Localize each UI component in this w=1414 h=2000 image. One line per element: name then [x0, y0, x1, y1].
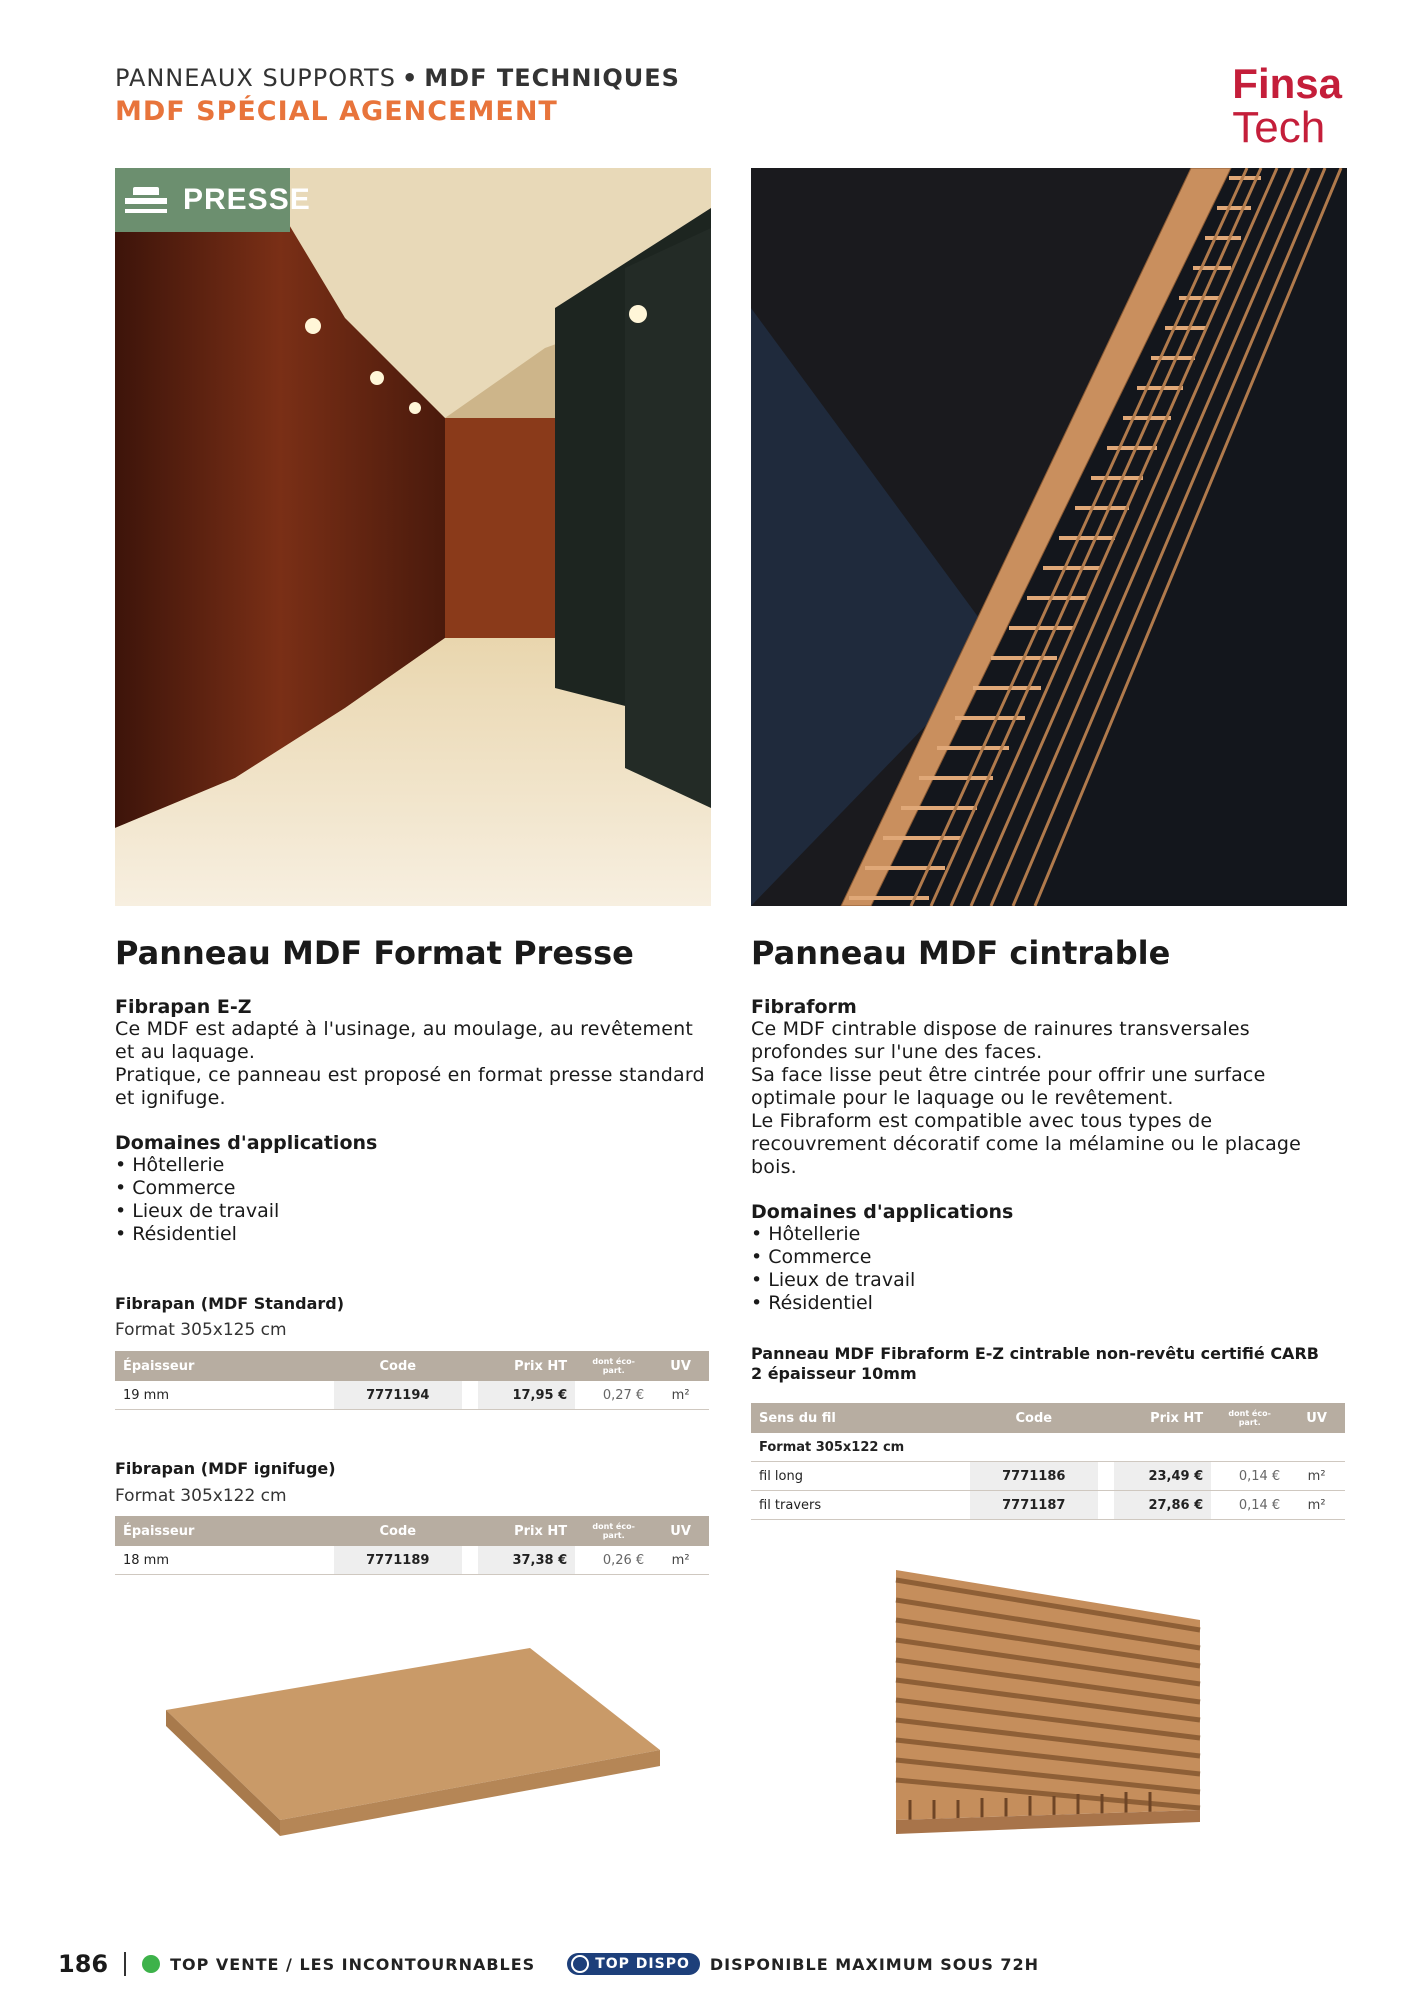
right-description-block — [751, 996, 1347, 1315]
cell-eco: 0,14 € — [1211, 1462, 1288, 1491]
col-header-epaisseur: Épaisseur — [115, 1516, 334, 1546]
cell-epaisseur: 19 mm — [115, 1381, 334, 1410]
right-desc-3: Le Fibraform est compatible avec tous types de recouvrement décoratif come la mélamine ou le placage bois. — [751, 1110, 1302, 1178]
col-header-eco: dont éco-part. — [575, 1516, 652, 1546]
cell-price: 17,95 € — [478, 1381, 575, 1410]
left-desc-2: Pratique, ce panneau est proposé en format presse standard et ignifuge. — [115, 1064, 705, 1109]
price-table-fibraform — [751, 1403, 1345, 1520]
brand-logo — [1232, 62, 1342, 150]
table-row — [751, 1491, 1345, 1520]
right-product-name: Fibraform — [751, 996, 857, 1018]
list-item: • Commerce — [751, 1246, 1347, 1269]
col-header-sens: Sens du fil — [751, 1403, 970, 1433]
right-domains-title: Domaines d'applications — [751, 1201, 1014, 1223]
crumb-separator: • — [401, 64, 419, 92]
list-item: • Lieux de travail — [751, 1269, 1347, 1292]
cell-price: 27,86 € — [1114, 1491, 1211, 1520]
table-row — [115, 1546, 709, 1575]
right-desc-1: Ce MDF cintrable dispose de rainures transversales profondes sur l'une des faces. — [751, 1018, 1250, 1063]
col-header-uv: UV — [652, 1351, 709, 1381]
cell-sens: fil long — [751, 1462, 970, 1491]
col-header-price: Prix HT — [478, 1516, 575, 1546]
left-domains-title: Domaines d'applications — [115, 1132, 378, 1154]
col-header-code: Code — [970, 1403, 1098, 1433]
col-header-uv: UV — [652, 1516, 709, 1546]
cell-code: 7771194 — [334, 1381, 462, 1410]
dispo-text: DISPONIBLE MAXIMUM SOUS 72H — [709, 1954, 1040, 1974]
corridor-photo — [115, 168, 711, 906]
cell-eco: 0,26 € — [575, 1546, 652, 1575]
cell-eco: 0,27 € — [575, 1381, 652, 1410]
col-header-eco: dont éco-part. — [575, 1351, 652, 1381]
table2-format: Format 305x122 cm — [115, 1486, 287, 1506]
table-row — [751, 1462, 1345, 1491]
page-number: 186 — [58, 1950, 109, 1978]
top-dispo-label: TOP DISPO — [595, 1956, 690, 1972]
right-domains-list — [751, 1223, 1347, 1315]
list-item: • Lieux de travail — [115, 1200, 711, 1223]
breadcrumb — [115, 64, 680, 92]
left-description-block — [115, 996, 711, 1246]
list-item: • Résidentiel — [751, 1292, 1347, 1315]
cell-code: 7771189 — [334, 1546, 462, 1575]
table1-format: Format 305x125 cm — [115, 1320, 287, 1340]
cell-price: 23,49 € — [1114, 1462, 1211, 1491]
right-product-title: Panneau MDF cintrable — [751, 934, 1171, 972]
list-item: • Résidentiel — [115, 1223, 711, 1246]
cell-price: 37,38 € — [478, 1546, 575, 1575]
corridor-illustration — [115, 168, 711, 906]
col-header-code: Code — [334, 1351, 462, 1381]
grooved-panel-photo — [751, 168, 1347, 906]
col-header-epaisseur: Épaisseur — [115, 1351, 334, 1381]
right-desc-2: Sa face lisse peut être cintrée pour offrir une surface optimale pour le laquage ou le revêtement. — [751, 1064, 1266, 1109]
page-title: MDF SPÉCIAL AGENCEMENT — [115, 96, 558, 127]
footer-divider — [124, 1952, 126, 1976]
badge-label: PRESSE — [183, 183, 311, 216]
col-header-price: Prix HT — [478, 1351, 575, 1381]
grooved-panel-illustration — [751, 168, 1347, 906]
cell-code: 7771186 — [970, 1462, 1098, 1491]
left-product-title: Panneau MDF Format Presse — [115, 934, 634, 972]
price-table-standard — [115, 1351, 709, 1410]
table1-label: Fibrapan (MDF Standard) — [115, 1294, 345, 1313]
grooved-panel-image — [890, 1560, 1210, 1850]
price-table-ignifuge — [115, 1516, 709, 1575]
cell-format: Format 305x122 cm — [751, 1433, 1345, 1462]
cell-epaisseur: 18 mm — [115, 1546, 334, 1575]
table2-label: Fibrapan (MDF ignifuge) — [115, 1459, 336, 1478]
cell-uv: m² — [652, 1546, 709, 1575]
brand-line2: Tech — [1232, 103, 1326, 152]
list-item: • Commerce — [115, 1177, 711, 1200]
page-footer — [58, 1950, 1039, 1978]
list-item: • Hôtellerie — [115, 1154, 711, 1177]
cell-uv: m² — [1288, 1491, 1345, 1520]
col-header-uv: UV — [1288, 1403, 1345, 1433]
mdf-panel-image — [160, 1640, 670, 1850]
top-vente-dot-icon — [142, 1955, 160, 1973]
brand-line1: Finsa — [1232, 60, 1342, 107]
col-header-price: Prix HT — [1114, 1403, 1211, 1433]
cell-code: 7771187 — [970, 1491, 1098, 1520]
cell-uv: m² — [1288, 1462, 1345, 1491]
cell-eco: 0,14 € — [1211, 1491, 1288, 1520]
cell-uv: m² — [652, 1381, 709, 1410]
top-dispo-badge — [567, 1953, 700, 1975]
top-vente-label: TOP VENTE / LES INCONTOURNABLES — [170, 1954, 536, 1974]
crumb-subcategory: MDF TECHNIQUES — [424, 64, 680, 92]
col-header-code: Code — [334, 1516, 462, 1546]
clock-icon — [571, 1955, 589, 1973]
list-item: • Hôtellerie — [751, 1223, 1347, 1246]
cell-sens: fil travers — [751, 1491, 970, 1520]
table-row-format — [751, 1433, 1345, 1462]
col-header-eco: dont éco-part. — [1211, 1403, 1288, 1433]
presse-badge — [115, 168, 311, 232]
table-row — [115, 1381, 709, 1410]
left-desc-1: Ce MDF est adapté à l'usinage, au moulage, au revêtement et au laquage. — [115, 1018, 693, 1063]
crumb-category: PANNEAUX SUPPORTS — [115, 64, 396, 92]
left-domains-list — [115, 1154, 711, 1246]
left-product-name: Fibrapan E-Z — [115, 996, 252, 1018]
right-table-label: Panneau MDF Fibraform E-Z cintrable non-revêtu certifié CARB 2 épaisseur 10mm — [751, 1344, 1319, 1383]
press-icon — [125, 180, 167, 220]
